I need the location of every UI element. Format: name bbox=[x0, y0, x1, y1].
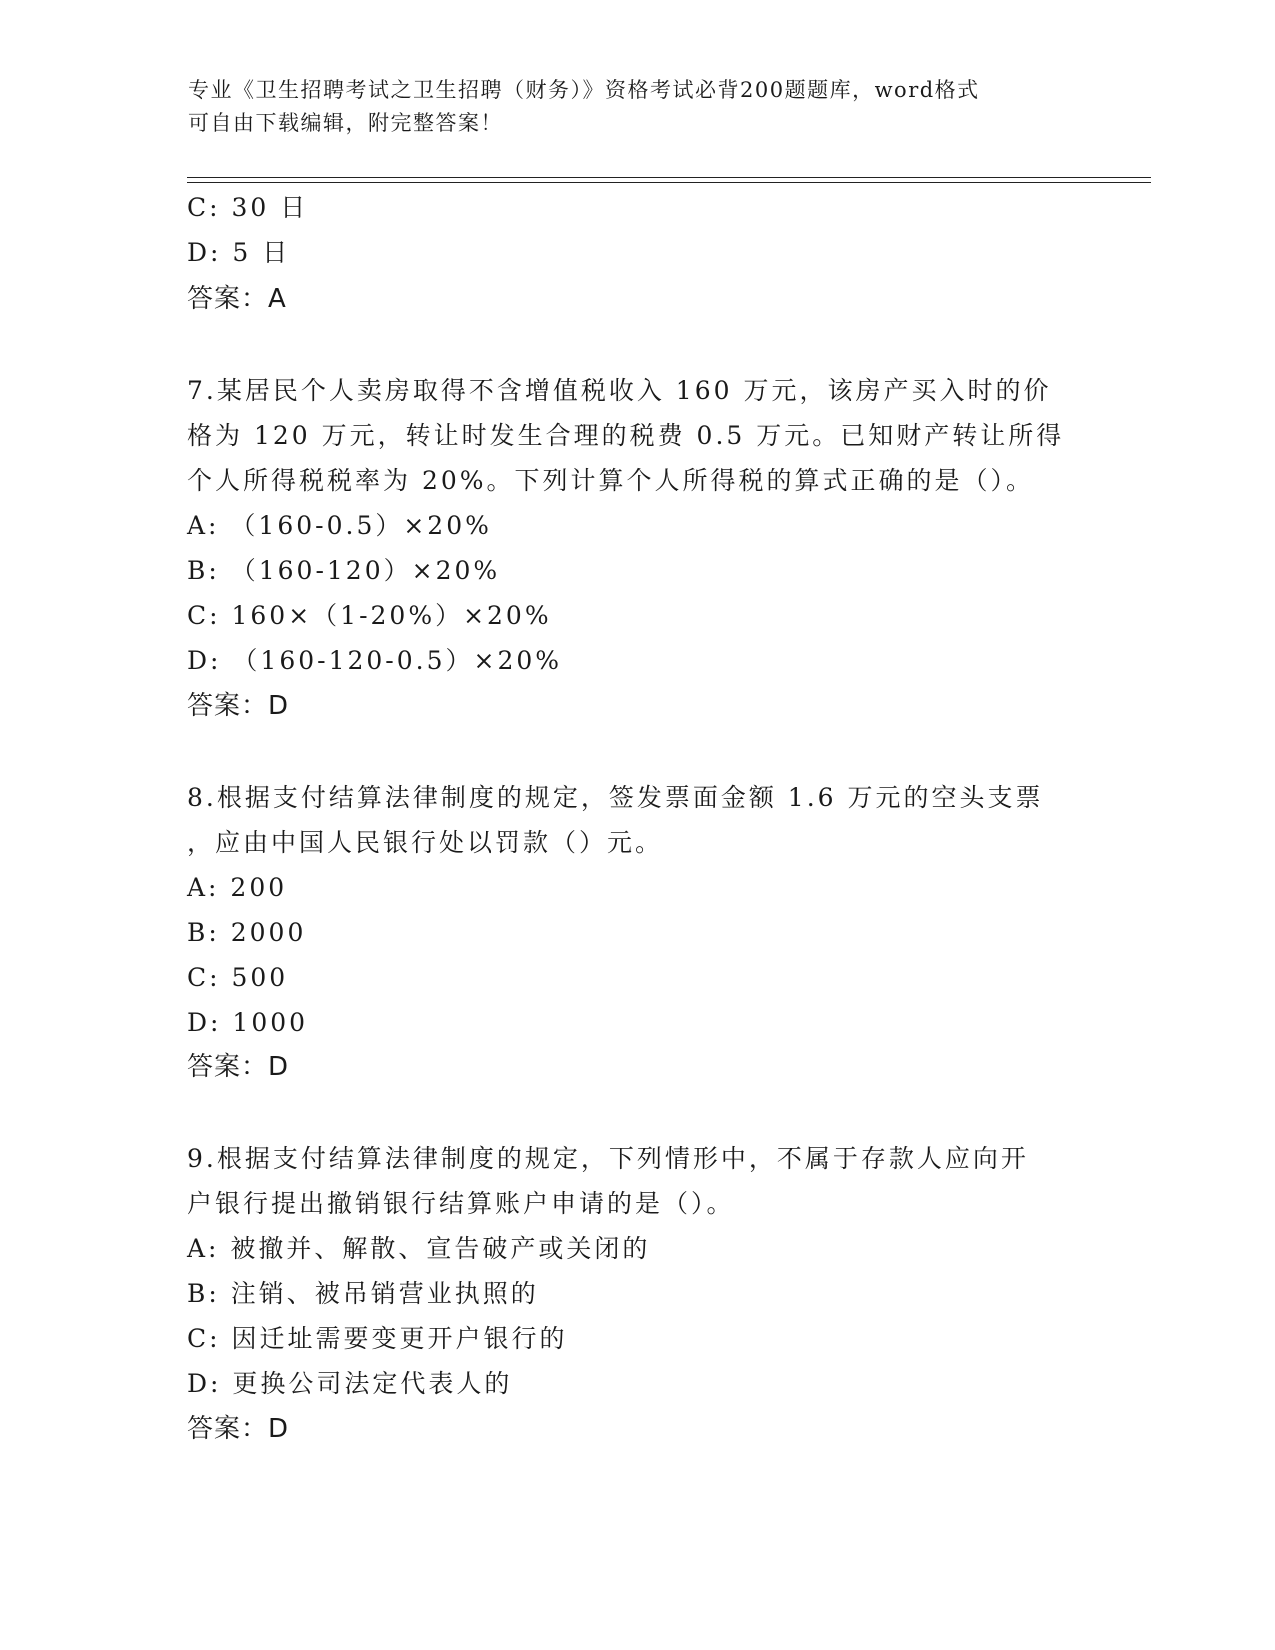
q8-option-c: C: 500 bbox=[187, 963, 289, 992]
q8-option-b: B: 2000 bbox=[187, 918, 307, 947]
prev-option-c: C: 30 日 bbox=[187, 193, 309, 222]
q9-option-b: B: 注销、被吊销营业执照的 bbox=[187, 1279, 539, 1308]
q9-stem-line-2: 户银行提出撤销银行结算账户申请的是（）。 bbox=[187, 1189, 735, 1218]
q7-option-a: A: （160-0.5）×20% bbox=[187, 511, 492, 540]
q9-option-a: A: 被撤并、解散、宣告破产或关闭的 bbox=[187, 1234, 651, 1263]
q7-option-d: D: （160-120-0.5）×20% bbox=[187, 646, 563, 675]
q7-stem-line-3: 个人所得税税率为 20%。下列计算个人所得税的算式正确的是（）。 bbox=[187, 466, 1035, 495]
q9-option-d: D: 更换公司法定代表人的 bbox=[187, 1369, 513, 1398]
q8-stem-line-2: ，应由中国人民银行处以罚款（）元。 bbox=[187, 828, 664, 857]
q9-answer: 答案：D bbox=[187, 1414, 290, 1444]
q9-stem-line-1: 9.根据支付结算法律制度的规定，下列情形中，不属于存款人应向开 bbox=[187, 1144, 1029, 1173]
prev-answer: 答案：A bbox=[187, 284, 287, 314]
q8-answer: 答案：D bbox=[187, 1052, 290, 1082]
header-divider-top bbox=[187, 177, 1151, 178]
q7-stem-line-2: 格为 120 万元，转让时发生合理的税费 0.5 万元。已知财产转让所得 bbox=[187, 421, 1065, 450]
q8-option-a: A: 200 bbox=[187, 873, 288, 902]
document-header bbox=[188, 74, 1068, 140]
q7-stem-line-1: 7.某居民个人卖房取得不含增值税收入 160 万元，该房产买入时的价 bbox=[187, 376, 1052, 405]
header-line-2: 可自由下载编辑，附完整答案！ bbox=[188, 111, 503, 135]
q8-stem-line-1: 8.根据支付结算法律制度的规定，签发票面金额 1.6 万元的空头支票 bbox=[187, 783, 1044, 812]
q9-option-c: C: 因迁址需要变更开户银行的 bbox=[187, 1324, 568, 1353]
prev-option-d: D: 5 日 bbox=[187, 238, 291, 267]
header-line-1: 专业《卫生招聘考试之卫生招聘（财务）》资格考试必背200题题库，word格式 bbox=[188, 78, 980, 102]
header-divider-bottom bbox=[187, 182, 1151, 183]
q7-option-b: B: （160-120）×20% bbox=[187, 556, 501, 585]
q7-option-c: C: 160×（1-20%）×20% bbox=[187, 601, 552, 630]
q7-answer: 答案：D bbox=[187, 691, 290, 721]
q8-option-d: D: 1000 bbox=[187, 1008, 309, 1037]
